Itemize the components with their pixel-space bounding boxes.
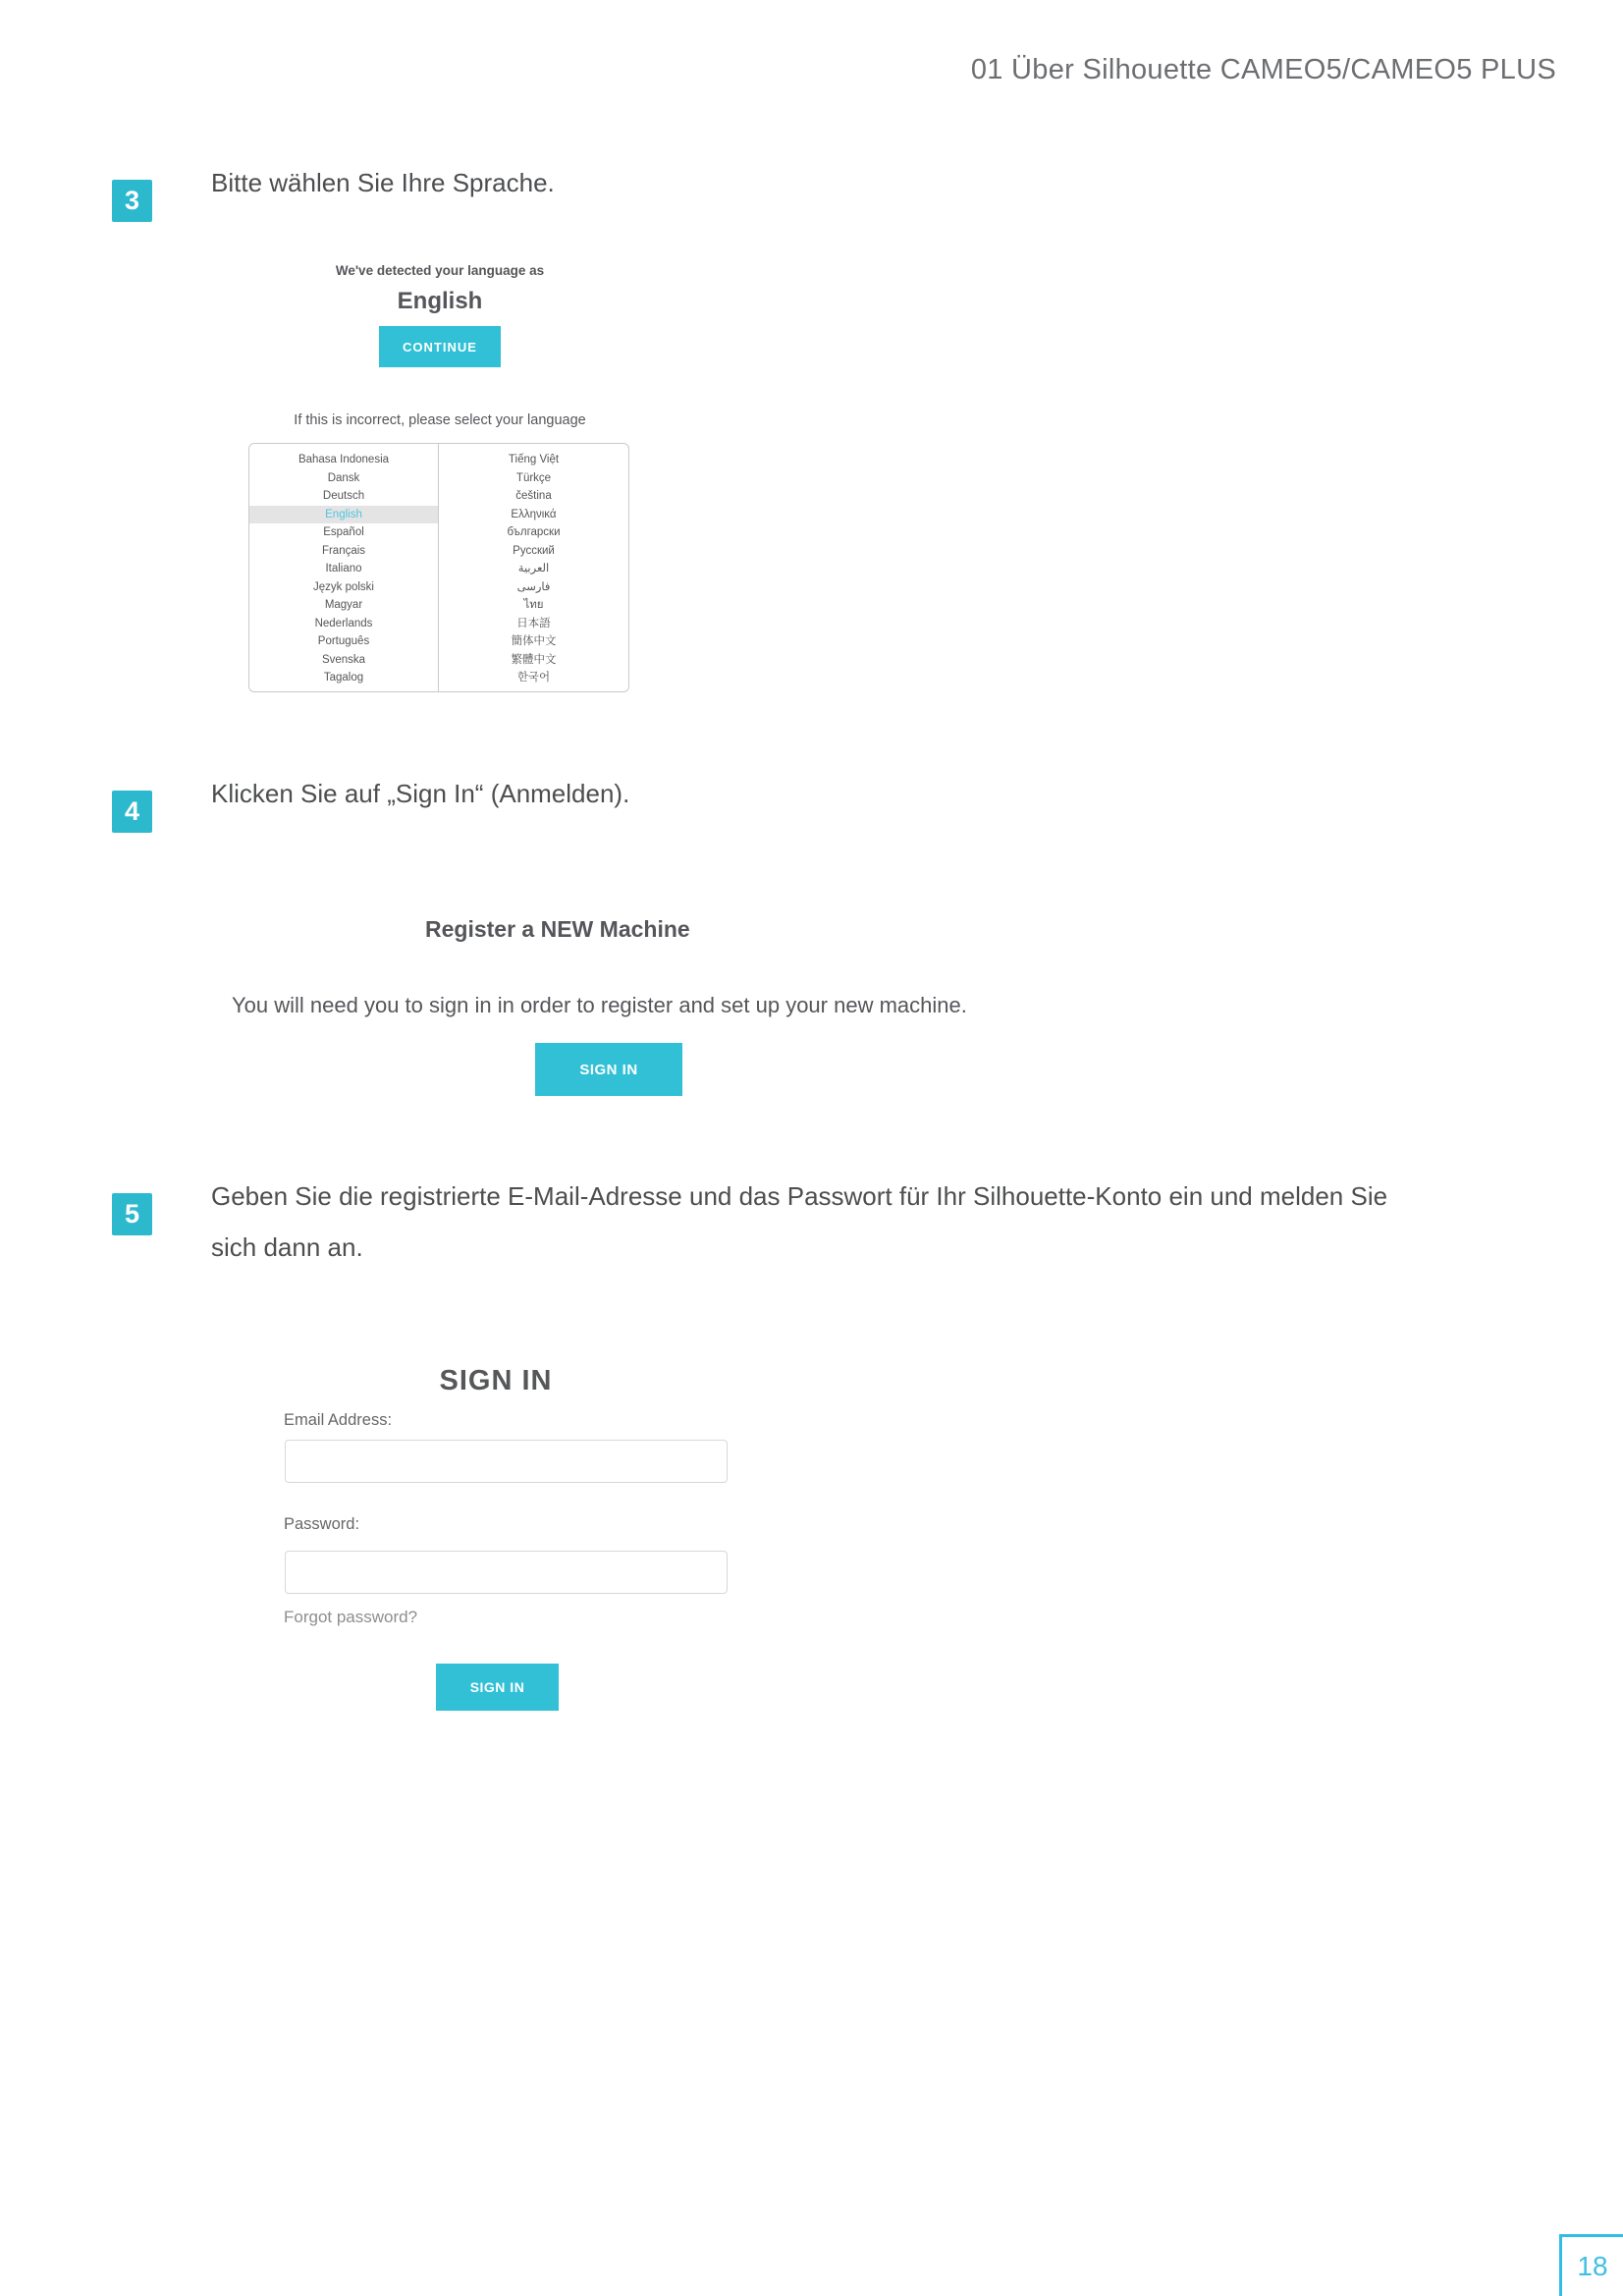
language-option[interactable]: Nederlands [314,617,373,629]
language-column-2 [439,444,628,691]
register-machine-title: Register a NEW Machine [425,916,690,942]
chapter-header: 01 Über Silhouette CAMEO5/CAMEO5 PLUS [970,54,1556,85]
step-5-badge: 5 [112,1193,152,1235]
language-option[interactable]: العربية [517,563,550,574]
email-input[interactable] [285,1440,728,1483]
sign-in-title: SIGN IN [439,1365,553,1396]
step-4-badge: 4 [112,791,152,833]
language-option[interactable]: فارسی [516,580,551,593]
incorrect-language-note: If this is incorrect, please select your language [294,412,586,428]
language-option[interactable]: Tagalog [323,672,364,683]
language-option[interactable]: Português [317,635,370,647]
password-label: Password: [284,1515,360,1533]
step-4-text: Klicken Sie auf „Sign In“ (Anmelden). [211,779,630,808]
page-number-corner [1559,2234,1623,2296]
language-option[interactable]: ไทย [523,599,544,611]
language-option[interactable]: Deutsch [322,490,365,502]
continue-button[interactable]: CONTINUE [379,326,501,367]
language-option[interactable]: Język polski [313,580,374,593]
step-5-text: Geben Sie die registrierte E-Mail-Adresse und das Passwort für Ihr Silhouette-Konto ein und melden Sie sich dann an. [211,1181,1388,1262]
language-option[interactable]: Français [321,544,366,557]
language-option[interactable]: 日本語 [516,617,551,629]
email-label: Email Address: [284,1411,393,1429]
step-3-text: Bitte wählen Sie Ihre Sprache. [211,168,555,197]
language-option[interactable]: Magyar [324,599,363,611]
language-option[interactable]: Tiếng Việt [508,454,560,465]
language-option[interactable]: Svenska [321,653,366,666]
language-option[interactable]: English [249,506,438,524]
language-option[interactable]: 한국어 [516,672,551,683]
language-option[interactable]: Español [323,526,364,538]
language-list [248,443,629,692]
password-input[interactable] [285,1551,728,1594]
form-sign-in-button[interactable]: SIGN IN [436,1664,559,1711]
language-option[interactable]: Ελληνικά [511,508,557,520]
language-option[interactable]: 繁體中文 [511,653,557,666]
language-option[interactable]: Italiano [325,563,362,574]
forgot-password-link[interactable]: Forgot password? [284,1608,418,1626]
language-selection-screenshot [248,263,631,692]
language-option[interactable]: български [507,526,561,538]
language-column-1 [249,444,439,691]
language-option[interactable]: Русский [513,544,555,557]
language-option[interactable]: Bahasa Indonesia [298,454,390,465]
language-option[interactable]: čeština [515,490,552,502]
detected-language-value: English [397,288,483,314]
language-option[interactable]: Dansk [327,471,360,484]
detected-language-label: We've detected your language as [335,263,545,278]
page-number: 18 [1577,2251,1608,2281]
language-option[interactable]: 簡体中文 [511,635,557,647]
register-machine-body: You will need you to sign in in order to register and set up your new machine. [232,993,967,1017]
step-3-badge: 3 [112,180,152,222]
language-option[interactable]: Türkçe [515,471,552,484]
register-sign-in-button[interactable]: SIGN IN [535,1043,682,1096]
